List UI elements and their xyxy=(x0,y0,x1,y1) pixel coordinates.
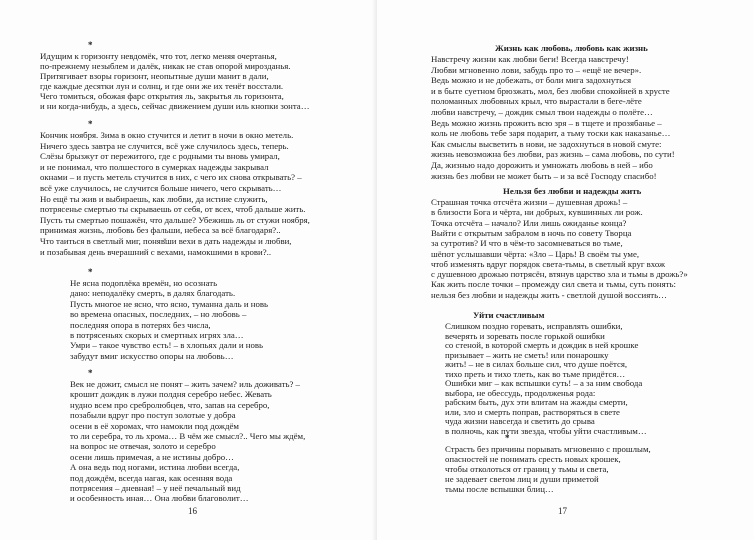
poem-line: и ни когда-нибудь, а здесь, сейчас движением души иль кнопки зонта… xyxy=(40,101,310,111)
poem-line: позабыли вдруг про поступ золотые у добра xyxy=(70,410,236,421)
poem-line: Не ясна подоплёка времён, но осознать xyxy=(70,278,218,288)
poem-line: на вопрос не отвечая, золото и серебро xyxy=(70,441,216,452)
poem-line: принимая жизнь, любовь без фальши, небеса за всё благодаря?.. xyxy=(40,225,281,236)
poem-line: коль не любовь тебе заря подарит, а тьму тоски как наказанье… xyxy=(431,128,671,139)
poem-line: и позабывая день вчерашний с вехами, намокшими в крови?.. xyxy=(40,246,272,257)
poem-line: Пусть ты смертью пошажён, что дальше? Убежишь ль от стужи ноября, xyxy=(40,214,310,225)
poem-line: осени лишь примечая, а не истины добро… xyxy=(70,451,234,462)
section-title: Уйти счастливым xyxy=(473,310,545,320)
poem-line: Умри – такое чувство есть! – в хлопьях дали и новь xyxy=(70,340,264,351)
poem-line: или, зло и смерть поправ, растворяться в свете xyxy=(445,406,620,417)
poem-line: дано: неподалёку смерть, в далях благодать. xyxy=(70,288,236,299)
poem-line: Любви мгновенно лови, забудь про то – «ещё не вечер». xyxy=(431,64,642,75)
poem-line: крошит дождик в лужи полдня серебро небес. Жевать xyxy=(70,389,272,400)
poem-line: по-прежнему незыблем и далёк, никак не став опорой мирозданья. xyxy=(40,61,291,71)
poem-line: Что таиться в светлый миг, поняв̆ши вехи в дать надежды и любви, xyxy=(40,236,292,246)
poem-line: Слишком поздно горевать, исправлять ошибки, xyxy=(445,321,623,331)
poem-line: Да, жизнью надо дорожить и умножать любовь в ней – ибо xyxy=(431,160,653,170)
section-title: Жизнь как любовь, любовь как жизнь xyxy=(495,43,648,53)
poem-line: в близости Бога и чёрта, ни добрых, кувшинных ли рож. xyxy=(431,207,643,218)
poem-line: опасностей не понимать сресть новых крошек, xyxy=(445,454,621,464)
poem-line: Точка отсчёта – начало? Или лишь ожиданье конца? xyxy=(431,217,627,228)
poem-line: вечерять и зоревать после горькой ошибки xyxy=(445,330,605,341)
poem-line: под дождём, всегда нагая, как осенняя вода xyxy=(70,472,233,483)
poem-line: тьмы после вспышки блиц… xyxy=(445,484,554,494)
poem-line: последняя опора в потерях без числа, xyxy=(70,319,211,330)
poem-line: Ведь можно и не добежать, от боли мига задохнуться xyxy=(431,75,632,86)
poem-line: и особенность иная… Она любви благоволит… xyxy=(70,493,249,504)
poem-line: чуда жизни навсегда и светить до срыва xyxy=(445,416,595,426)
poem-line: Страшная точка отсчёта жизни – душевная дрожь! – xyxy=(431,197,628,207)
poem-line: Но ещё ты жив и выбираешь, как любви, да истине служить, xyxy=(40,193,268,204)
section-separator-star: * xyxy=(88,119,93,129)
poem-line: призывает – жить не сметь! или понарошку xyxy=(445,349,609,360)
poem-line: А она ведь под ногами, истина любви всегда, xyxy=(70,462,240,473)
section-separator-star: * xyxy=(505,433,510,443)
poem-line: нудно всем про сребролюбцев, что, запав на серебро, xyxy=(70,399,270,410)
poem-line: всё уже случилось, не случится больше ничего, чего скрывать… xyxy=(40,183,282,193)
section-separator-star: * xyxy=(88,267,93,277)
poem-line: чтобы отколоться от границ у тьмы и света, xyxy=(445,464,609,474)
poem-line: Ведь можно жизнь прожить всю зря – в тщете и прозябанье – xyxy=(431,117,662,128)
poem-line: тихо преть и тихо тлеть, как во тьме придётся… xyxy=(445,368,626,379)
poem-line: Идущим к горизонту невдомёк, что тот, легко меняя очертанья, xyxy=(40,51,277,61)
poem-line: Чего томиться, обожая фарс открытия ль, закрытья ль горизонта, xyxy=(40,91,284,101)
poem-line: Век не дожит, смысл не понят – жить зачем? иль доживать? – xyxy=(70,379,300,389)
poem-line: Страсть без причины порывать мгновенно с прошлым, xyxy=(445,444,651,454)
poem-line: то ли серебра, то ль хрома… В чём же смысл?.. Чего мы ждём, xyxy=(70,431,306,441)
page-number: 17 xyxy=(558,506,567,516)
poem-line: во времена опасных, последних, – но любовь – xyxy=(70,309,247,320)
poem-line: жизнь без любви не может быть – и за всё Господу спасибо! xyxy=(431,170,657,181)
poem-line: Пусть многое не ясно, что ясно, туманна даль и новь xyxy=(70,298,269,309)
poem-line: выбора, не обессудь, продолженья рода: xyxy=(445,387,596,398)
poem-line: в потрясеньях скорых и смертных игрях зла… xyxy=(70,330,244,340)
poem-line: где каждые десятки лун и солнц, и где они же их тенёт восстали. xyxy=(40,81,284,91)
section-title: Нельзя без любви и надежды жить xyxy=(503,186,642,196)
poem-line: Кончик ноября. Зима в окно стучится и летит в ночи в окно метель. xyxy=(40,130,294,140)
poem-line: Как жить после точки – промежду сил света и тьмы, суть понять: xyxy=(431,279,676,290)
poem-line: окнами – и пусть метель стучится в них, с чего их снова открывать? – xyxy=(40,172,302,183)
right-page xyxy=(377,0,754,540)
poem-line: нельзя без любви и надежды жить - светлой душой воссиять… xyxy=(431,289,667,300)
section-separator-star: * xyxy=(88,40,93,50)
poem-line: потрясения – дневная! – у неё печальный вид xyxy=(70,483,241,493)
poem-line: и в быте суетном брюзжать, мол, без любви спокойней в хрусте xyxy=(431,85,670,96)
poem-line: чтоб изменять вдруг порядок света-тьмы, в светлый круг вхож xyxy=(431,258,666,269)
poem-line: с душевною дрожью потрясён, втянув царство зла и тьмы в дрожь?» xyxy=(431,269,688,280)
poem-line: рабским быть, дух эти влитам на жажды смерти, xyxy=(445,397,628,407)
poem-line: Слёзы брызжут от пережитого, где с родными ты вновь умирал, xyxy=(40,151,280,162)
poem-line: осени в её хоромах, что намокли под дождём xyxy=(70,420,239,431)
page-number: 16 xyxy=(188,506,197,516)
poem-line: Ничего здесь завтра не случится, всё уже случилось здесь, теперь. xyxy=(40,140,289,151)
poem-line: потрясенье смертью ты скрываешь от себя, от всех, чтоб дальше жить. xyxy=(40,204,306,215)
poem-line: поломанных любовных крыл, что вырастали в беге-лёте xyxy=(431,96,642,107)
poem-line: в полночь, как пути звезда, чтобы уйти счастливым… xyxy=(445,425,647,436)
poem-line: шёпот услышавши чёрта: «Зло – Царь! В своём ты уме, xyxy=(431,248,640,259)
poem-line: любви навстречу, – дождик смыл твои надежды о полёте… xyxy=(431,107,653,117)
poem-line: за сутротив? И что в чём-то засомневаться во тьме, xyxy=(431,238,623,249)
poem-line: жить! – не в силах больше сил, что душе поётся, xyxy=(445,359,628,369)
poem-line: и не понимал, что полшестого в сумерках надежды закрывал xyxy=(40,161,269,172)
poem-line: Выйти с открытым забралом в ночь по совету Творца xyxy=(431,227,632,238)
poem-line: Как смыслы высветить в нови, не задохнуться в новой смуте: xyxy=(431,138,662,149)
poem-line: жизнь невозможна без любви, раз жизнь – сама любовь, по сути! xyxy=(431,149,675,160)
poem-line: со стеной, в которой смерть и дождик в ней крошке xyxy=(445,340,639,350)
poem-line: Навстречу жизни как любви беги! Всегда навстречу! xyxy=(431,54,629,64)
poem-line: Притягивает взоры горизонт, неопытные души манит в дали, xyxy=(40,71,269,81)
poem-line: забудут вмиг искусство опоры на любовь… xyxy=(70,350,234,361)
poem-line: не задевает светом лиц и души приметой xyxy=(445,474,599,484)
section-separator-star: * xyxy=(88,368,93,378)
poem-line: Ошибки миг – как вспышки суть! – а за ним свобода xyxy=(445,378,643,388)
